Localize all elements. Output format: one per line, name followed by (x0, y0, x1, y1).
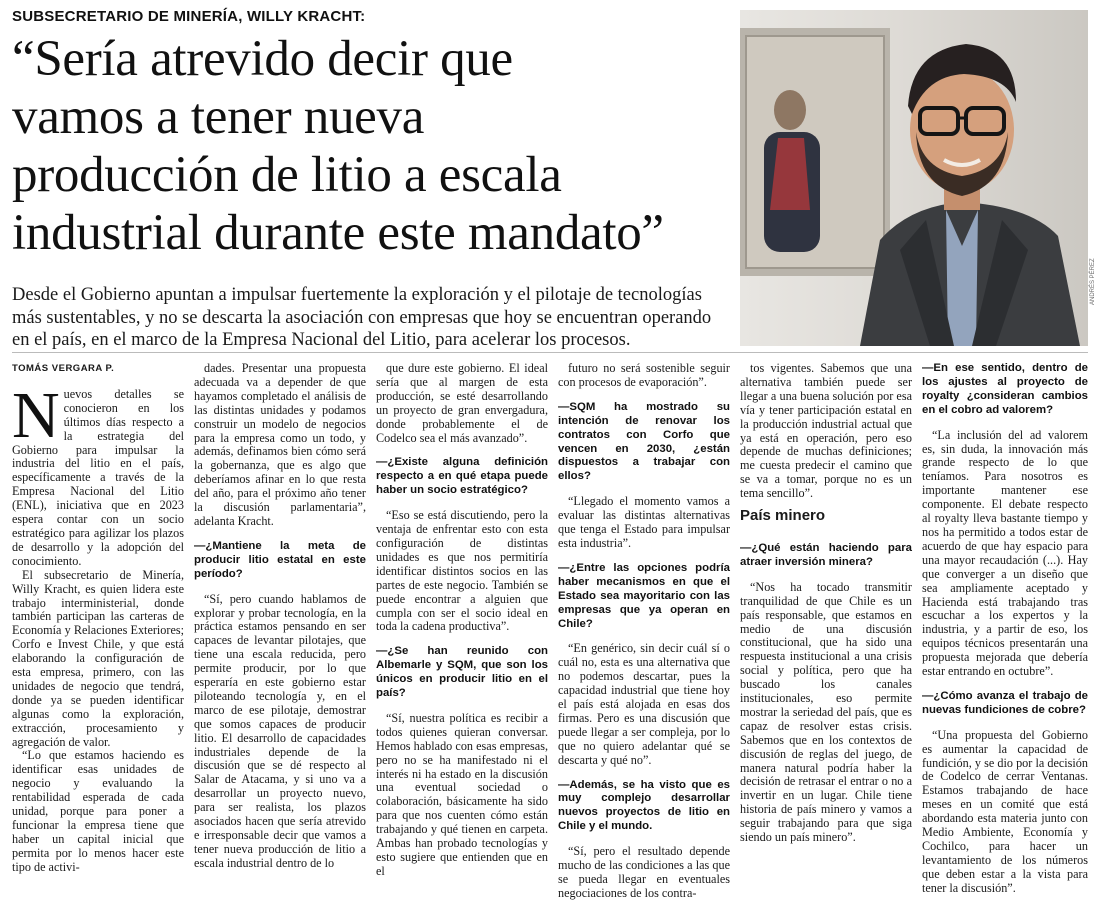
portrait-illustration (740, 10, 1088, 346)
headline-line: producción de litio a escala (12, 147, 562, 203)
photo-credit: ANDRÉS PÉREZ (1090, 258, 1096, 305)
paragraph-gap (558, 390, 730, 401)
body-paragraph: “Sí, nuestra política es recibir a todos quienes quieran conversar. Hemos hablado con esas empresas, pero no se ha manifestado ni el interés ni ha estado en la discusión una eventual sociedad o colaboración, básicamente ha sido para que nos cuenten cómo están trabajando y qué tienen en carpeta. Ambas han probado tecnologías y esto sugiere que entienden que en el (376, 710, 548, 878)
article-column-4 (558, 362, 730, 901)
paragraph-gap (376, 634, 548, 645)
body-paragraph: “Sí, pero cuando hablamos de explorar y probar tecnología, en la práctica estamos pensando en ser capaces de levantar pilotajes, que tiene una escala reducida, pero permite producir, por lo que esperaría en este gobierno estar piloteando tecnología y, en el marco de ese pilotaje, demostrar que somos capaces de producir litio. El desarrollo de capacidades industriales depende de la discusión que se dé respecto al Salar de Atacama, y si uno va a desarrollar un proyecto nuevo, para ser realista, los plazos asociados hacen que sería atrevido e irresponsable decir que vamos a tener nueva producción de litio a escala industrial dentro de lo (194, 591, 366, 870)
interview-question: —¿Mantiene la meta de producir litio estatal en este período? (194, 539, 366, 580)
deck-line: en el país, en el marco de la Empresa Nacional del Litio, para acelerar los procesos. (12, 330, 631, 350)
divider (12, 352, 1088, 353)
headline (12, 30, 732, 262)
interview-question: —Además, se ha visto que es muy complejo desarrollar nuevos proyectos de litio en Chile y el mundo. (558, 778, 730, 833)
article-column-2 (194, 362, 366, 871)
column-body (922, 362, 1088, 896)
body-paragraph: “La inclusión del ad valorem es, sin duda, la innovación más grande respecto de lo que teníamos. Para nosotros es importante mantener ese componente. El debate respecto al royalty lleva bastante tiempo y nos ha permitido a todos estar de acuerdo de que hay espacio para una mayor recaudación (...). Hay que converger a un diseño que sea ampliamente aceptado y Hacienda está trabajando tras escuchar a los expertos y la industria, y a partir de eso, los equipos técnicos presentarán una propuesta mejorada que debería estar entrando en octubre”. (922, 427, 1088, 679)
paragraph-gap (922, 418, 1088, 429)
body-paragraph: dades. Presentar una propuesta adecuada va a depender de que hayamos completado el análisis de las distintas unidades y podamos construir un modelo de negocios para la empresa como un todo, y además, definamos bien cómo será la gobernanza, que es algo que deberíamos afinar en lo que resta del año, para el próximo año tener la discusión parlamentaria”, adelanta Kracht. (194, 361, 366, 528)
body-paragraph: “Eso se está discutiendo, pero la ventaja de enfrentar esto con esta configuración de distintas unidades es que nos permitiría identificar distintos socios en las partes de este negocio. También se puede encontrar a alguien que cumpla con ser el socio ideal en toda la cadena productiva”. (376, 508, 548, 634)
body-paragraph: futuro no será sostenible seguir con procesos de evaporación”. (558, 361, 730, 389)
paragraph-gap (194, 582, 366, 593)
kicker: SUBSECRETARIO DE MINERÍA, WILLY KRACHT: (12, 8, 366, 25)
interview-question: —En ese sentido, dentro de los ajustes al proyecto de royalty ¿consideran cambios en el cobro ad valorem? (922, 362, 1088, 416)
deck (12, 284, 740, 352)
body-paragraph: “Nos ha tocado transmitir tranquilidad de que Chile es un país responsable, que estamos en medio de una discusión constitucional, que ha sido una respuesta institucional a una crisis social y política, pero que ha buscado los canales institucionales, eso permite mostrar la seriedad del país, que es capaz de resolver estas crisis. Sabemos que en los contextos de discusión de reglas del juego, de manera natural podría haber la decisión de retrasar el entrar o no a invertir en un lugar. Chile tiene historia de país minero y vamos a seguir trabajando para que siga siendo un país minero”. (740, 579, 912, 845)
portrait-photo (740, 10, 1088, 346)
byline: TOMÁS VERGARA P. (12, 363, 115, 374)
interview-question: —¿Existe alguna definición respecto a en qué etapa puede haber un socio estratégico? (376, 456, 548, 497)
headline-line: “Sería atrevido decir que (12, 31, 513, 87)
headline-line: vamos a tener nueva (12, 89, 425, 145)
article-column-6 (922, 362, 1088, 896)
deck-line: más sustentables, y no se descarta la asociación con empresas que hoy se encuentran operando (12, 307, 712, 328)
paragraph-gap (194, 529, 366, 540)
article-column-3 (376, 362, 548, 879)
paragraph-gap (376, 445, 548, 456)
interview-question: —¿Entre las opciones podría haber mecanismos en que el Estado sea mayoritario con las empresas que ya operan en Chile? (558, 561, 730, 630)
paragraph-gap (740, 531, 912, 542)
body-paragraph: El subsecretario de Minería, Willy Kracht, es quien lidera este trabajo interministerial, donde también participan las carteras de Economía y Relaciones Exteriores; Corfo e Invest Chile, y que está elaborando la configuración de esta empresa, primero, con las unidades de negocio que tendrá, donde ya se pueden identificar algunas como la exploración, extracción, procesamiento y agregación de valor. (12, 567, 184, 749)
interview-question: —¿Se han reunido con Albemarle y SQM, que son los únicos en producir litio en el país? (376, 645, 548, 700)
paragraph-gap (558, 551, 730, 562)
body-paragraph: uevos detalles se conocieron en los últimos días respecto a la estrategia del Gobierno para impulsar la industria del litio en el país, específicamente a través de la Empresa Nacional del Litio (ENL), iniciativa que en 2023 espera contar con un socio estratégico para agilizar los plazos de desarrollo y la adopción del conocimiento. (12, 386, 184, 568)
article-column-1 (12, 362, 184, 875)
column-body (740, 362, 912, 845)
column-body (12, 378, 184, 875)
article-column-5 (740, 362, 912, 845)
body-paragraph: “Llegado el momento vamos a evaluar las distintas alternativas que tenga el Estado para impulsar esta industria”. (558, 494, 730, 550)
column-body (194, 362, 366, 871)
body-paragraph: “En genérico, sin decir cuál sí o cuál no, esta es una alternativa que no podemos descartar, pues la capacidad industrial que tiene hoy el país está alojada en esas dos firmas. Pero es una discusión que puede llegar a ser compleja, por lo que no quiero adelantar qué se descarta y qué no”. (558, 641, 730, 767)
interview-question: —¿Cómo avanza el trabajo de nuevas fundiciones de cobre? (922, 689, 1088, 716)
headline-line: industrial durante este mandato” (12, 205, 664, 261)
interview-question: —SQM ha mostrado su intención de renovar los contratos con Corfo que vencen en 2030, ¿están dispuestos a trabajar con ellos? (558, 400, 730, 483)
column-body (376, 362, 548, 879)
column-body (558, 362, 730, 901)
paragraph-gap (922, 679, 1088, 690)
body-paragraph: tos vigentes. Sabemos que una alternativa también puede ser llegar a una buena solución por esa vía y tener participación estatal en la producción industrial actual que ya está en operación, pero eso depende de muchas definiciones; me cuesta predecir el camino que se va a tomar, porque no es un tema sencillo”. (740, 361, 912, 501)
body-paragraph: que dure este gobierno. El ideal sería que al margen de esta producción, se esté desarrollando un proyecto de gran envergadura, donde probablemente el de Codelco sea el más avanzado”. (376, 361, 548, 445)
body-paragraph: “Una propuesta del Gobierno es aumentar la capacidad de fundición, y se dio por la decisión de Codelco de cerrar Ventanas. Estamos trabajando de hace meses en un comité que está abordando esta materia junto con Medio Ambiente, Economía y Cochilco, para hacer un levantamiento de los números que deben estar a la vista para tener la discusión”. (922, 727, 1088, 895)
section-subhead: País minero (740, 507, 826, 525)
body-paragraph: “Lo que estamos haciendo es identificar esas unidades de negocio y evaluando la rentabilidad esperada de cada unidad, porque para poner a funcionar la empresa tiene que haber un capital inicial que permita por lo menos hacer este tipo de activi- (12, 748, 184, 874)
deck-line: Desde el Gobierno apuntan a impulsar fuertemente la exploración y el pilotaje de tecnologías (12, 285, 702, 305)
paragraph-gap (558, 768, 730, 779)
drop-cap: N (12, 378, 60, 452)
body-paragraph: “Sí, pero el resultado depende mucho de las condiciones a las que se pueda llegar en eventuales negociaciones de los contra- (558, 844, 730, 900)
interview-question: —¿Qué están haciendo para atraer inversión minera? (740, 541, 912, 568)
